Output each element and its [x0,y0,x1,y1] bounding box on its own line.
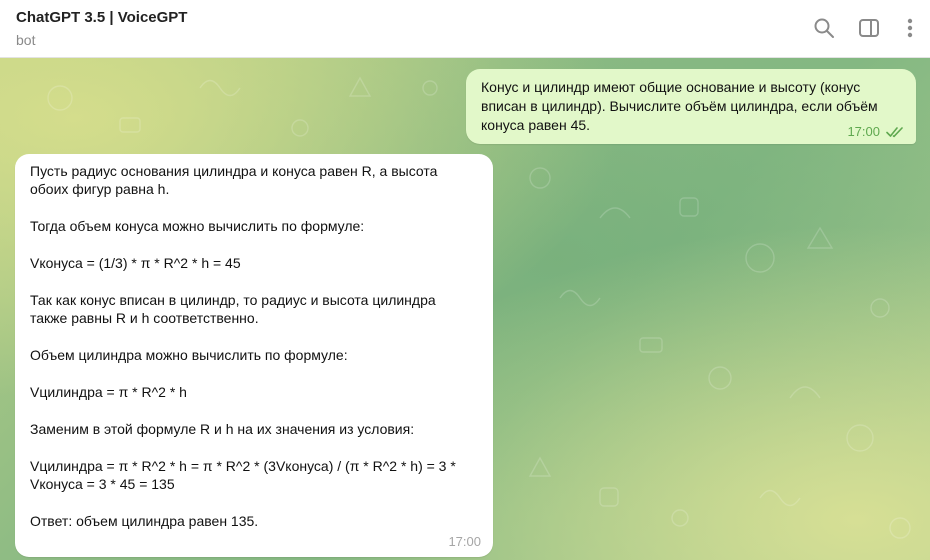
message-time: 17:00 [847,124,880,139]
sidebar-toggle-icon[interactable] [855,14,883,42]
chat-header [0,0,930,58]
chat-subtitle: bot [16,32,36,48]
chat-title[interactable]: ChatGPT 3.5 | VoiceGPT [16,9,188,26]
chat-area[interactable] [0,58,930,560]
message-text: Пусть радиус основания цилиндра и конуса равен R, а высота обоих фигур равна h. Тогда объем конуса можно вычислить по формуле: Vконуса = (1/3) * π * R^2 * h = 45 Так как конус вписан в цилиндр, то радиус и высота цилиндра также равны R и h соответственно. Объем цилиндра можно вычислить по формуле: Vцилиндра = π * R^2 * h Заменим в этой формуле R и h на их значения из условия: Vцилиндра = π * R^2 * h = π * R^2 * (3Vконуса) / (π * R^2 * h) = 3 * Vконуса = 3 * 45 = 135 Ответ: объем цилиндра равен 135. [30,163,456,529]
double-check-icon [886,126,906,138]
more-vertical-icon[interactable] [896,14,924,42]
message-text: Конус и цилиндр имеют общие основание и высоту (конус вписан в цилиндр). Вычислите объём цилиндра, если объём конуса равен 45. [481,79,878,133]
search-icon[interactable] [810,14,838,42]
message-time: 17:00 [448,534,481,549]
outgoing-message[interactable] [466,69,916,144]
incoming-message[interactable] [15,154,493,557]
message-meta [847,124,906,139]
